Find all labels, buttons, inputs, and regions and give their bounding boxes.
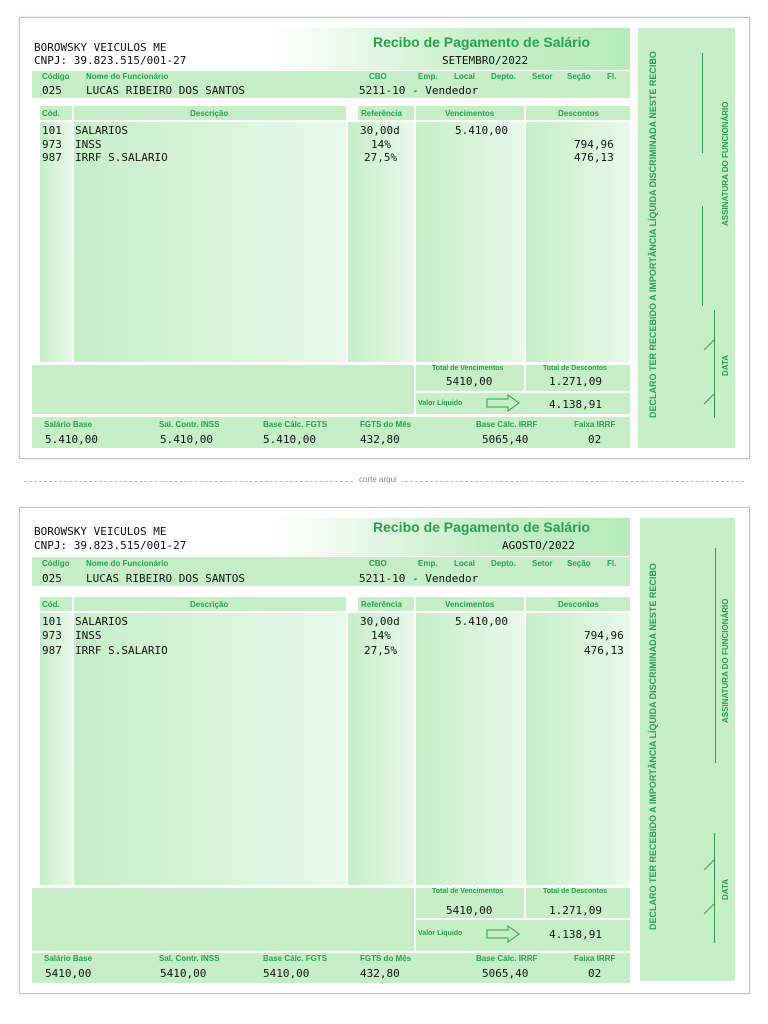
label-base-calc-irrf: Base Cálc. IRRF — [476, 954, 538, 963]
label-total-vencimentos: Total de Vencimentos — [432, 888, 504, 895]
company-name: BOROWSKY VEICULOS ME — [34, 525, 167, 538]
declaration-text: DECLARO TER RECEBIDO A IMPORTÂNCIA LÍQUIDA DISCRIMINADA NESTE RECIBO — [648, 563, 658, 930]
label-local: Local — [454, 559, 475, 568]
valor-liquido: 4.138,91 — [549, 928, 602, 941]
label-sal-contr-inss: Sal. Contr. INSS — [159, 420, 220, 429]
label-salario-base: Salário Base — [44, 420, 93, 429]
company-cnpj: CNPJ: 39.823.515/001-27 — [34, 54, 187, 67]
col-descricao: Descrição — [190, 600, 229, 609]
label-total-descontos: Total de Descontos — [543, 365, 608, 372]
col-cod: Cód. — [42, 109, 60, 118]
signature-line — [715, 548, 716, 763]
base-calc-irrf: 5065,40 — [482, 967, 529, 980]
salario-base: 5.410,00 — [45, 433, 98, 446]
col-descricao: Descrição — [190, 109, 229, 118]
item-ref: 30,00d — [360, 615, 400, 628]
payslip-august — [19, 507, 750, 994]
employee-name: LUCAS RIBEIRO DOS SANTOS — [86, 572, 245, 585]
payslip-september — [19, 17, 750, 459]
label-salario-base: Salário Base — [44, 954, 93, 963]
label-codigo: Código — [42, 72, 70, 81]
item-desconto: 794,96 — [574, 138, 614, 151]
item-cod: 987 — [42, 151, 62, 164]
col-cod: Cód. — [42, 600, 60, 609]
item-desc: IRRF S.SALARIO — [75, 151, 168, 164]
label-fgts-mes: FGTS do Mês — [360, 954, 412, 963]
company-cnpj: CNPJ: 39.823.515/001-27 — [34, 539, 187, 552]
label-cbo: CBO — [369, 559, 387, 568]
label-fl: Fl. — [607, 72, 617, 81]
label-sal-contr-inss: Sal. Contr. INSS — [159, 954, 220, 963]
declaration-text: DECLARO TER RECEBIDO A IMPORTÂNCIA LÍQUIDA DISCRIMINADA NESTE RECIBO — [648, 51, 658, 418]
item-desc: IRRF S.SALARIO — [75, 644, 168, 657]
col-descontos: Descontos — [558, 109, 599, 118]
label-setor: Setor — [532, 72, 553, 81]
item-ref: 14% — [371, 138, 391, 151]
item-ref: 14% — [371, 629, 391, 642]
employee-code: 025 — [42, 84, 62, 97]
signature-line — [702, 53, 703, 153]
base-calc-irrf: 5065,40 — [482, 433, 529, 446]
period: AGOSTO/2022 — [502, 539, 575, 552]
valor-liquido: 4.138,91 — [549, 398, 602, 411]
label-total-vencimentos: Total de Vencimentos — [432, 365, 504, 372]
sal-contr-inss: 5.410,00 — [160, 433, 213, 446]
item-ref: 27,5% — [364, 644, 398, 657]
arrow-right-icon — [486, 925, 520, 943]
total-vencimentos: 5410,00 — [446, 904, 493, 917]
date-slashes-icon — [700, 338, 716, 408]
date-label: DATA — [721, 354, 730, 376]
item-cod: 973 — [42, 138, 62, 151]
item-ref: 30,00d — [360, 124, 400, 137]
employee-code: 025 — [42, 572, 62, 585]
col-vencimentos: Vencimentos — [445, 600, 495, 609]
fgts-mes: 432,80 — [360, 967, 400, 980]
item-desconto: 794,96 — [584, 629, 624, 642]
employee-cbo: 5211-10 - Vendedor — [359, 84, 479, 97]
label-codigo: Código — [42, 559, 70, 568]
label-cbo: CBO — [369, 72, 387, 81]
employee-cbo: 5211-10 - Vendedor — [359, 572, 479, 585]
date-slashes-icon — [700, 858, 716, 918]
company-name: BOROWSKY VEICULOS ME — [34, 41, 167, 54]
item-cod: 101 — [42, 124, 62, 137]
employee-name: LUCAS RIBEIRO DOS SANTOS — [86, 84, 245, 97]
label-secao: Seção — [567, 559, 591, 568]
total-vencimentos: 5410,00 — [446, 375, 493, 388]
total-descontos: 1.271,09 — [549, 375, 602, 388]
item-venc: 5.410,00 — [455, 124, 508, 137]
base-calc-fgts: 5410,00 — [263, 967, 310, 980]
date-label: DATA — [721, 878, 730, 900]
item-desc: INSS — [75, 629, 102, 642]
item-desconto: 476,13 — [574, 151, 614, 164]
item-desc: INSS — [75, 138, 102, 151]
signature-label: ASSINATURA DO FUNCIONÁRIO — [721, 598, 730, 723]
item-desconto: 476,13 — [584, 644, 624, 657]
sal-contr-inss: 5410,00 — [160, 967, 207, 980]
label-setor: Setor — [532, 559, 553, 568]
label-secao: Seção — [567, 72, 591, 81]
item-cod: 101 — [42, 615, 62, 628]
salario-base: 5410,00 — [45, 967, 92, 980]
label-emp: Emp. — [418, 72, 438, 81]
fgts-mes: 432,80 — [360, 433, 400, 446]
label-fl: Fl. — [607, 559, 617, 568]
base-calc-fgts: 5.410,00 — [263, 433, 316, 446]
item-cod: 973 — [42, 629, 62, 642]
item-desc: SALARIOS — [75, 615, 128, 628]
col-referencia: Referência — [361, 600, 402, 609]
label-depto: Depto. — [491, 72, 516, 81]
faixa-irrf: 02 — [588, 967, 602, 980]
label-faixa-irrf: Faixa IRRF — [574, 420, 616, 429]
signature-label: ASSINATURA DO FUNCIONÁRIO — [721, 101, 730, 226]
receipt-title: Recibo de Pagamento de Salário — [373, 34, 591, 50]
receipt-title: Recibo de Pagamento de Salário — [373, 519, 591, 535]
label-emp: Emp. — [418, 559, 438, 568]
label-nome-funcionario: Nome do Funcionário — [86, 559, 169, 568]
item-desc: SALARIOS — [75, 124, 128, 137]
col-referencia: Referência — [361, 109, 402, 118]
faixa-irrf: 02 — [588, 433, 602, 446]
col-vencimentos: Vencimentos — [445, 109, 495, 118]
label-valor-liquido: Valor Líquido — [418, 930, 463, 937]
item-cod: 987 — [42, 644, 62, 657]
label-base-calc-fgts: Base Cálc. FGTS — [263, 420, 328, 429]
item-ref: 27,5% — [364, 151, 398, 164]
label-valor-liquido: Valor Líquido — [418, 400, 463, 407]
cut-label: corte arqui — [355, 475, 401, 484]
label-local: Local — [454, 72, 475, 81]
col-descontos: Descontos — [558, 600, 599, 609]
label-nome-funcionario: Nome do Funcionário — [86, 72, 169, 81]
label-fgts-mes: FGTS do Mês — [360, 420, 412, 429]
item-venc: 5.410,00 — [455, 615, 508, 628]
label-faixa-irrf: Faixa IRRF — [574, 954, 616, 963]
period: SETEMBRO/2022 — [442, 54, 529, 67]
label-total-descontos: Total de Descontos — [543, 888, 608, 895]
label-base-calc-fgts: Base Cálc. FGTS — [263, 954, 328, 963]
arrow-right-icon — [486, 394, 520, 412]
label-base-calc-irrf: Base Cálc. IRRF — [476, 420, 538, 429]
total-descontos: 1.271,09 — [549, 904, 602, 917]
label-depto: Depto. — [491, 559, 516, 568]
